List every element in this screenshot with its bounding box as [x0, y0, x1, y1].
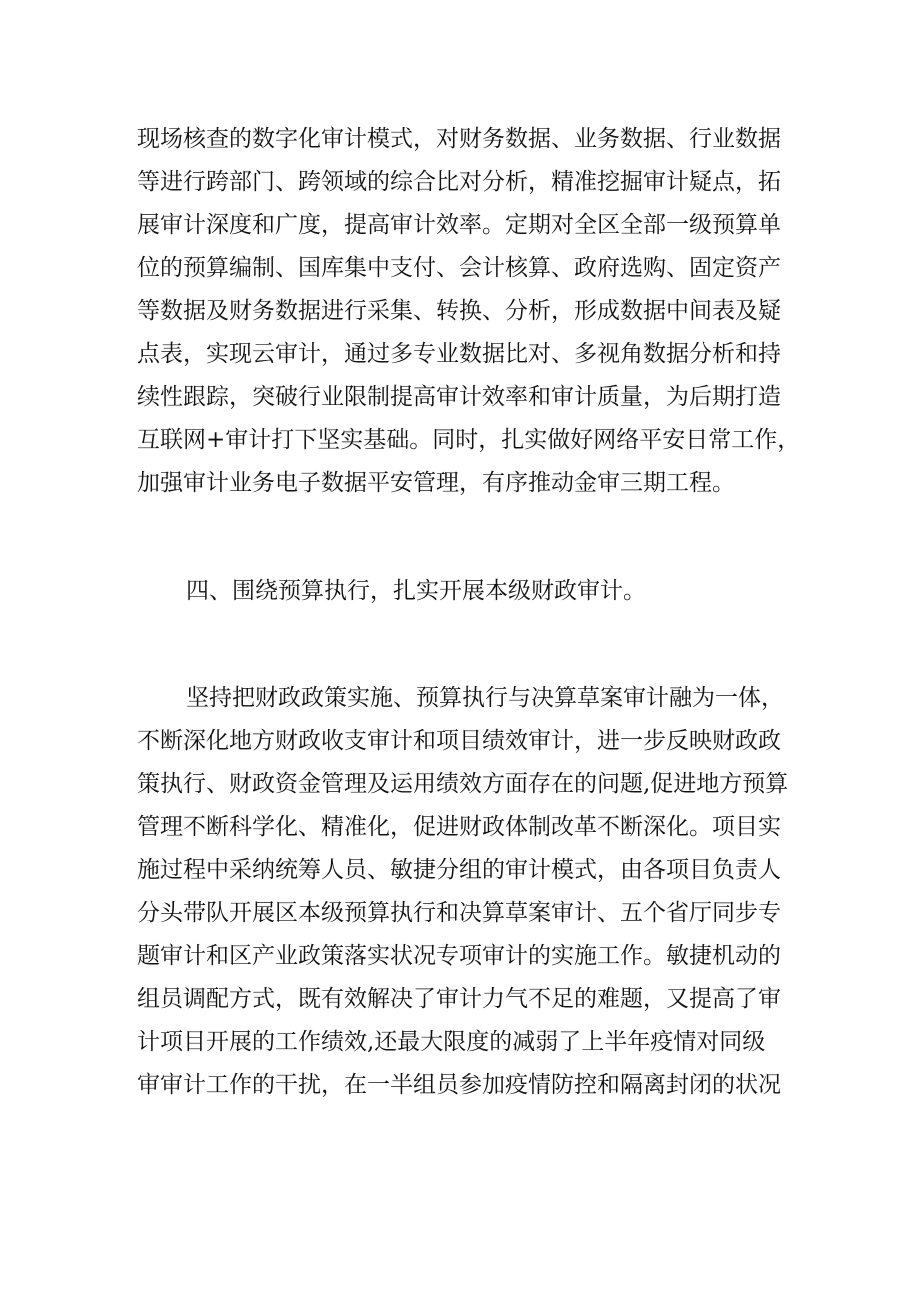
paragraph-1-line: 等数据及财务数据进行采集、转换、分析，形成数据中间表及疑 — [137, 298, 781, 324]
paragraph-1-line: 续性跟踪，突破行业限制提高审计效率和审计质量，为后期打造 — [137, 384, 781, 410]
paragraph-2-line: 组员调配方式，既有效解决了审计力气不足的难题，又提高了审 — [137, 986, 781, 1012]
paragraph-2-line: 施过程中采纳统筹人员、敏捷分组的审计模式，由各项目负责人 — [137, 857, 781, 883]
paragraph-1-line: 互联网+审计打下坚实基础。同时，扎实做好网络平安日常工作， — [137, 427, 801, 453]
paragraph-1-line: 现场核查的数字化审计模式，对财务数据、业务数据、行业数据 — [137, 126, 781, 152]
section-heading: 四、围绕预算执行，扎实开展本级财政审计。 — [186, 578, 646, 604]
paragraph-1-line: 位的预算编制、国库集中支付、会计核算、政府选购、固定资产 — [137, 255, 781, 281]
paragraph-2-line: 分头带队开展区本级预算执行和决算草案审计、五个省厅同步专 — [137, 900, 781, 926]
paragraph-2-line: 审审计工作的干扰，在一半组员参加疫情防控和隔离封闭的状况 — [137, 1072, 781, 1098]
paragraph-2-line: 不断深化地方财政收支审计和项目绩效审计，进一步反映财政政 — [137, 728, 781, 754]
paragraph-1-line: 展审计深度和广度，提高审计效率。定期对全区全部一级预算单 — [137, 212, 781, 238]
paragraph-2-line: 计项目开展的工作绩效,还最大限度的减弱了上半年疫情对同级 — [137, 1029, 766, 1055]
paragraph-2-line: 坚持把财政政策实施、预算执行与决算草案审计融为一体， — [186, 685, 784, 711]
paragraph-1-line: 等进行跨部门、跨领域的综合比对分析，精准挖掘审计疑点，拓 — [137, 169, 781, 195]
paragraph-2-line: 管理不断科学化、精准化，促进财政体制改革不断深化。项目实 — [137, 814, 781, 840]
paragraph-1-line: 加强审计业务电子数据平安管理，有序推动金审三期工程。 — [137, 470, 735, 496]
paragraph-2-line: 策执行、财政资金管理及运用绩效方面存在的问题,促进地方预算 — [137, 771, 789, 797]
paragraph-2-line: 题审计和区产业政策落实状况专项审计的实施工作。敏捷机动的 — [137, 943, 781, 969]
paragraph-1-line: 点表，实现云审计，通过多专业数据比对、多视角数据分析和持 — [137, 341, 781, 367]
